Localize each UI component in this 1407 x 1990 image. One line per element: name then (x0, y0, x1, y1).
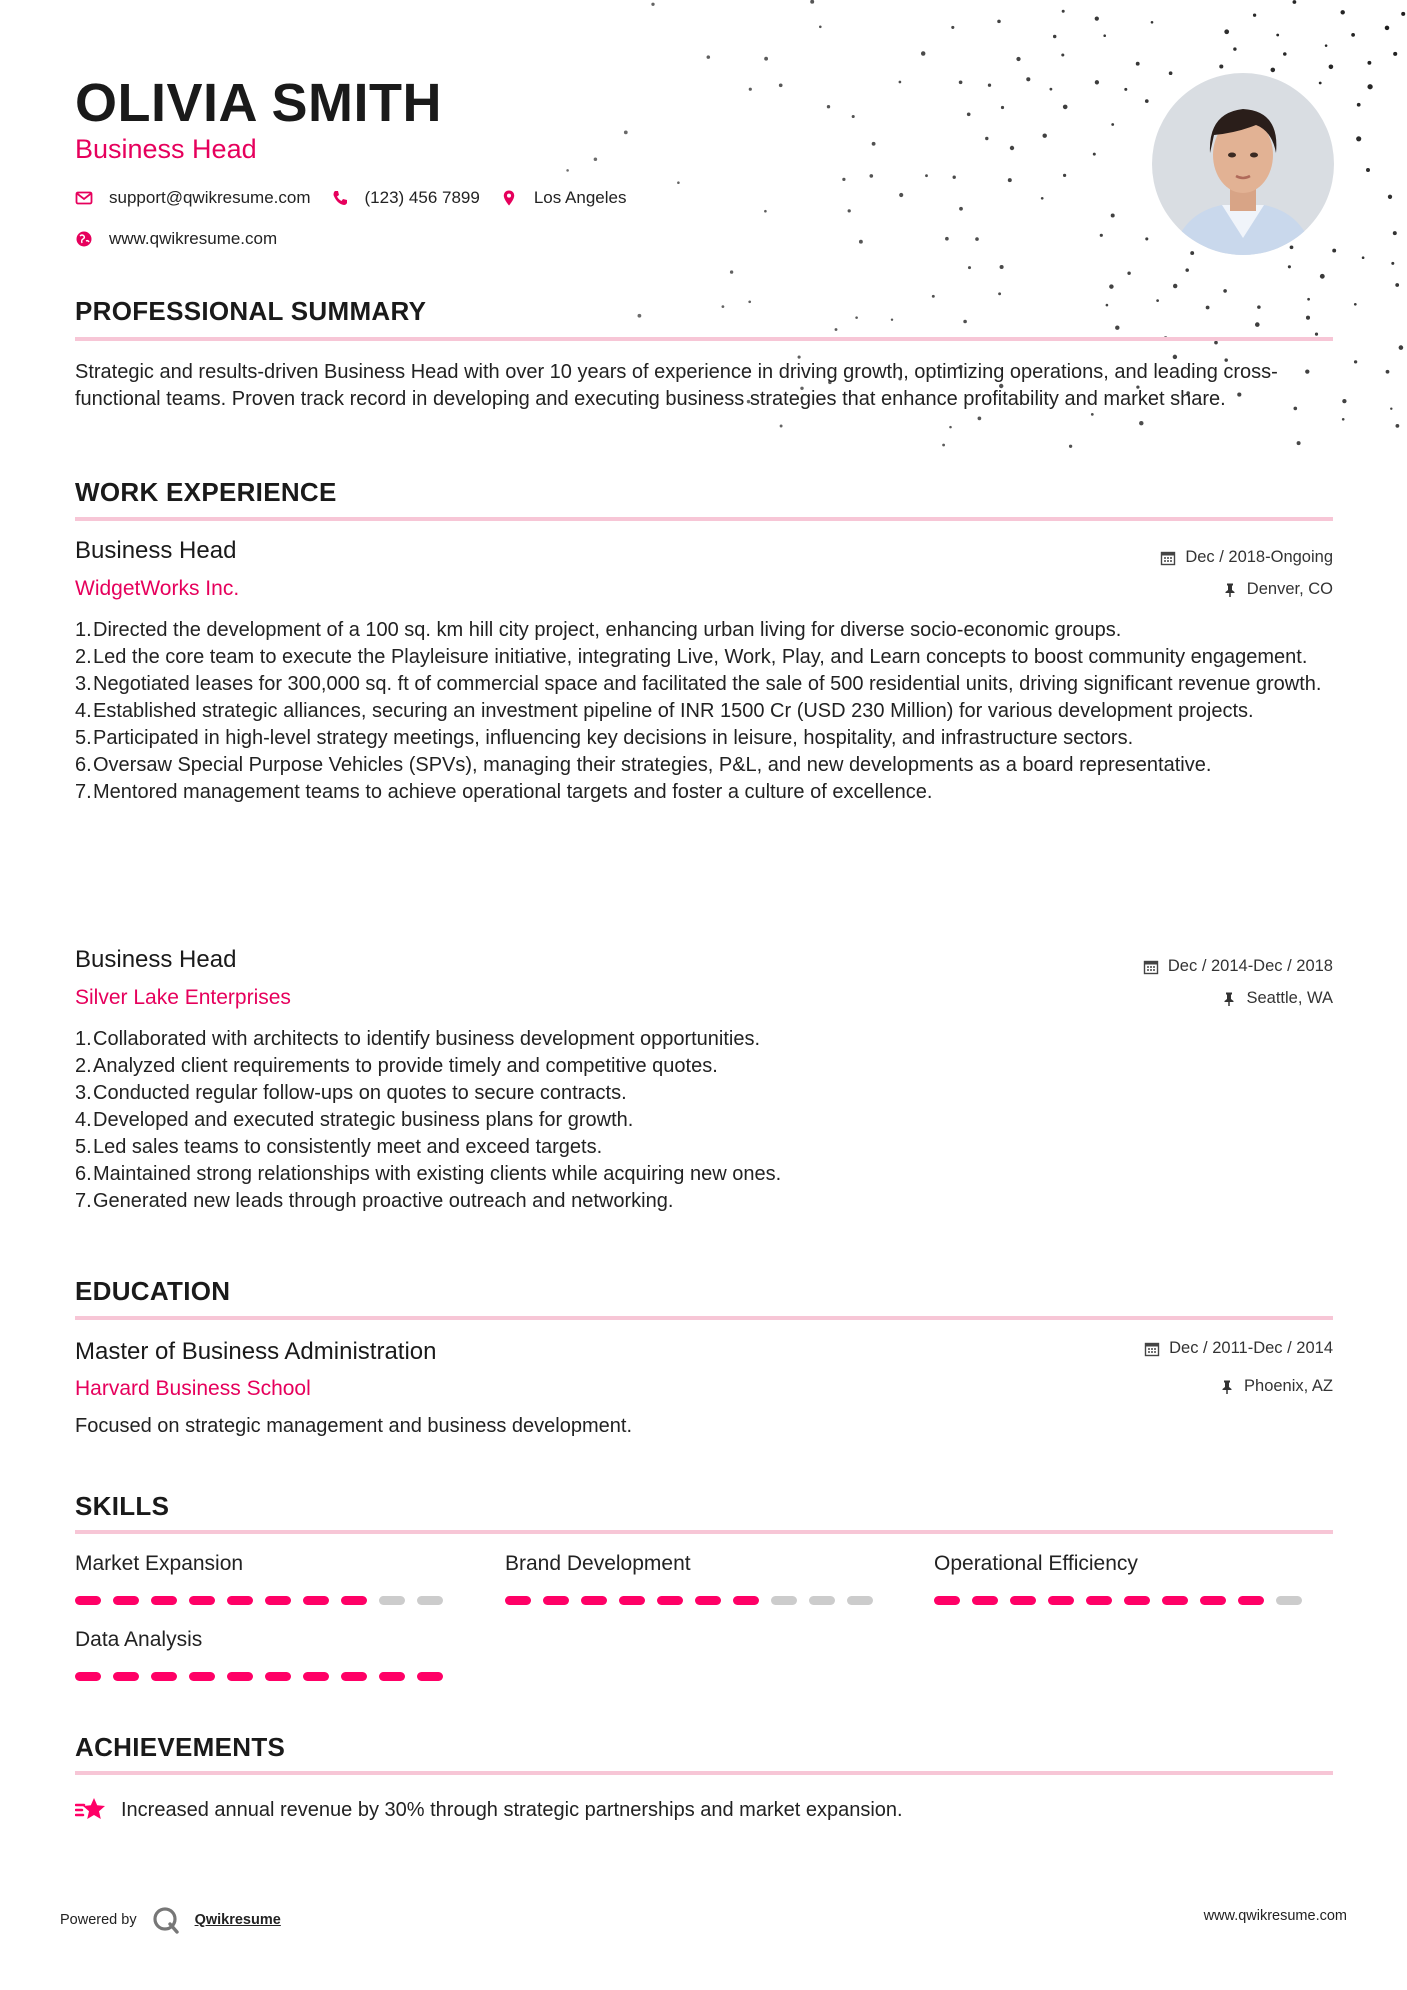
skill-segment-filled (227, 1672, 253, 1681)
website-text: www.qwikresume.com (109, 229, 278, 248)
list-item: Collaborated with architects to identify business development opportunities. (93, 1028, 761, 1050)
calendar-icon (1143, 959, 1159, 975)
skill-segment-filled (1238, 1596, 1264, 1605)
skill-segment-filled (113, 1596, 139, 1605)
list-item: Established strategic alliances, securing an investment pipeline of INR 1500 Cr (USD 230 Million) for various development projects. (93, 700, 1254, 722)
education-divider (75, 1316, 1333, 1320)
list-item: Generated new leads through proactive outreach and networking. (93, 1190, 674, 1212)
list-item: Maintained strong relationships with existing clients while acquiring new ones. (93, 1163, 782, 1185)
education-date (1144, 1339, 1333, 1358)
job-1-company: WidgetWorks Inc. (75, 577, 240, 600)
skill-segment-filled (151, 1672, 177, 1681)
map-pin-icon (500, 189, 518, 207)
skill-segment-filled (1010, 1596, 1036, 1605)
calendar-icon (1160, 550, 1176, 566)
job-2-location-text: Seattle, WA (1246, 989, 1333, 1007)
education-degree: Master of Business Administration (75, 1338, 437, 1365)
website-row (75, 229, 297, 249)
email-item[interactable] (75, 188, 311, 208)
job-2-date-text: Dec / 2014-Dec / 2018 (1167, 957, 1333, 975)
pushpin-icon (1221, 991, 1237, 1007)
website-item[interactable] (75, 229, 277, 249)
summary-heading: PROFESSIONAL SUMMARY (75, 296, 427, 326)
footer-powered-by (60, 1905, 281, 1935)
pushpin-icon (1222, 582, 1238, 598)
achievements-heading: ACHIEVEMENTS (75, 1732, 286, 1762)
skill-segment-filled (1086, 1596, 1112, 1605)
skill-segment-filled (341, 1596, 367, 1605)
qwikresume-logo-icon (151, 1905, 181, 1935)
skill-segment-empty (847, 1596, 873, 1605)
skill-segment-filled (619, 1596, 645, 1605)
skill-segment-filled (189, 1672, 215, 1681)
skill-market-expansion (75, 1552, 455, 1605)
skill-segment-filled (695, 1596, 721, 1605)
skill-segment-filled (581, 1596, 607, 1605)
job-1-title: Business Head (75, 537, 237, 564)
education-school: Harvard Business School (75, 1377, 311, 1400)
list-item: Oversaw Special Purpose Vehicles (SPVs), managing their strategies, P&L, and new developments as a board representative. (93, 754, 1212, 776)
achievements-divider (75, 1771, 1333, 1775)
skill-label: Data Analysis (75, 1628, 203, 1651)
skill-label: Market Expansion (75, 1552, 244, 1575)
list-item: Negotiated leases for 300,000 sq. ft of commercial space and facilitated the sale of 500 residential units, driving significant revenue growth. (93, 673, 1322, 695)
skill-segment-filled (1124, 1596, 1150, 1605)
skill-segment-filled (934, 1596, 960, 1605)
skill-bar (75, 1596, 455, 1605)
location-item (500, 188, 627, 208)
job-1-location-text: Denver, CO (1246, 580, 1333, 598)
skill-segment-filled (303, 1596, 329, 1605)
skill-segment-filled (189, 1596, 215, 1605)
phone-item[interactable] (331, 188, 480, 208)
skill-segment-filled (1162, 1596, 1188, 1605)
skill-segment-filled (657, 1596, 683, 1605)
skill-segment-filled (303, 1672, 329, 1681)
skill-bar (934, 1596, 1314, 1605)
skill-segment-filled (417, 1672, 443, 1681)
skill-segment-filled (505, 1596, 531, 1605)
achievement-item (75, 1796, 903, 1824)
phone-text: (123) 456 7899 (364, 188, 480, 207)
list-item: Led sales teams to consistently meet and exceed targets. (93, 1136, 603, 1158)
skill-segment-empty (809, 1596, 835, 1605)
skills-divider (75, 1530, 1333, 1534)
skill-operational-efficiency (934, 1552, 1314, 1605)
job-2-company: Silver Lake Enterprises (75, 986, 291, 1009)
skills-heading: SKILLS (75, 1491, 170, 1521)
skill-segment-filled (972, 1596, 998, 1605)
skill-brand-development (505, 1552, 885, 1605)
job-1-location (1222, 580, 1333, 599)
experience-divider (75, 517, 1333, 521)
list-item: Directed the development of a 100 sq. km hill city project, enhancing urban living for diverse socio-economic groups. (93, 619, 1122, 641)
skill-segment-empty (1276, 1596, 1302, 1605)
education-description: Focused on strategic management and business development. (75, 1415, 633, 1437)
pushpin-icon (1219, 1379, 1235, 1395)
skill-segment-filled (75, 1672, 101, 1681)
footer-website[interactable]: www.qwikresume.com (1203, 1908, 1347, 1924)
candidate-role: Business Head (75, 134, 257, 164)
education-location-text: Phoenix, AZ (1244, 1377, 1333, 1395)
calendar-icon (1144, 1341, 1160, 1357)
education-location (1219, 1377, 1333, 1396)
education-heading: EDUCATION (75, 1276, 231, 1306)
skill-segment-filled (75, 1596, 101, 1605)
contact-row (75, 188, 646, 208)
achievement-text: Increased annual revenue by 30% through strategic partnerships and market expansion. (121, 1798, 903, 1821)
skill-segment-filled (733, 1596, 759, 1605)
envelope-icon (75, 189, 93, 207)
skill-segment-filled (113, 1672, 139, 1681)
skill-segment-filled (265, 1596, 291, 1605)
email-text: support@qwikresume.com (109, 188, 311, 207)
skill-segment-empty (771, 1596, 797, 1605)
job-2-bullets (75, 1026, 1355, 1215)
job-2-location (1221, 989, 1333, 1008)
education-date-text: Dec / 2011-Dec / 2014 (1169, 1339, 1333, 1357)
skill-segment-empty (379, 1596, 405, 1605)
job-1-bullets (75, 617, 1355, 806)
globe-icon (75, 230, 93, 248)
skill-segment-empty (417, 1596, 443, 1605)
location-text: Los Angeles (533, 188, 627, 207)
list-item: Participated in high-level strategy meetings, influencing key decisions in leisure, hospitality, and infrastructure sectors. (93, 727, 1134, 749)
skill-label: Operational Efficiency (934, 1552, 1138, 1575)
list-item: Mentored management teams to achieve operational targets and foster a culture of excellence. (93, 781, 933, 803)
profile-photo (1152, 73, 1334, 255)
job-1-date-text: Dec / 2018-Ongoing (1185, 548, 1333, 566)
job-1-date (1160, 548, 1333, 567)
skill-segment-filled (151, 1596, 177, 1605)
skill-bar (75, 1672, 455, 1681)
skill-label: Brand Development (505, 1552, 691, 1575)
skill-segment-filled (227, 1596, 253, 1605)
summary-text: Strategic and results-driven Business Head with over 10 years of experience in driving growth, optimizing operations, and leading cross-functional teams. Proven track record in developing and executing business strategies that enhance profitability and market share. (75, 361, 1278, 410)
skill-segment-filled (1048, 1596, 1074, 1605)
candidate-name: OLIVIA SMITH (75, 73, 442, 133)
skill-bar (505, 1596, 885, 1605)
list-item: Analyzed client requirements to provide timely and competitive quotes. (93, 1055, 718, 1077)
list-item: Conducted regular follow-ups on quotes to secure contracts. (93, 1082, 627, 1104)
star-badge-icon (75, 1796, 107, 1824)
phone-icon (331, 189, 349, 207)
job-2-title: Business Head (75, 946, 237, 973)
skill-segment-filled (379, 1672, 405, 1681)
skill-segment-filled (265, 1672, 291, 1681)
summary-divider (75, 337, 1333, 341)
list-item: Led the core team to execute the Playleisure initiative, integrating Live, Work, Play, and Learn concepts to boost community engagement. (93, 646, 1308, 668)
experience-heading: WORK EXPERIENCE (75, 477, 337, 507)
job-2-date (1143, 957, 1333, 976)
qwikresume-link[interactable]: Qwikresume (194, 1912, 281, 1928)
skill-segment-filled (543, 1596, 569, 1605)
skill-data-analysis (75, 1628, 455, 1681)
list-item: Developed and executed strategic business plans for growth. (93, 1109, 634, 1131)
skill-segment-filled (341, 1672, 367, 1681)
powered-by-label: Powered by (60, 1912, 137, 1928)
skill-segment-filled (1200, 1596, 1226, 1605)
